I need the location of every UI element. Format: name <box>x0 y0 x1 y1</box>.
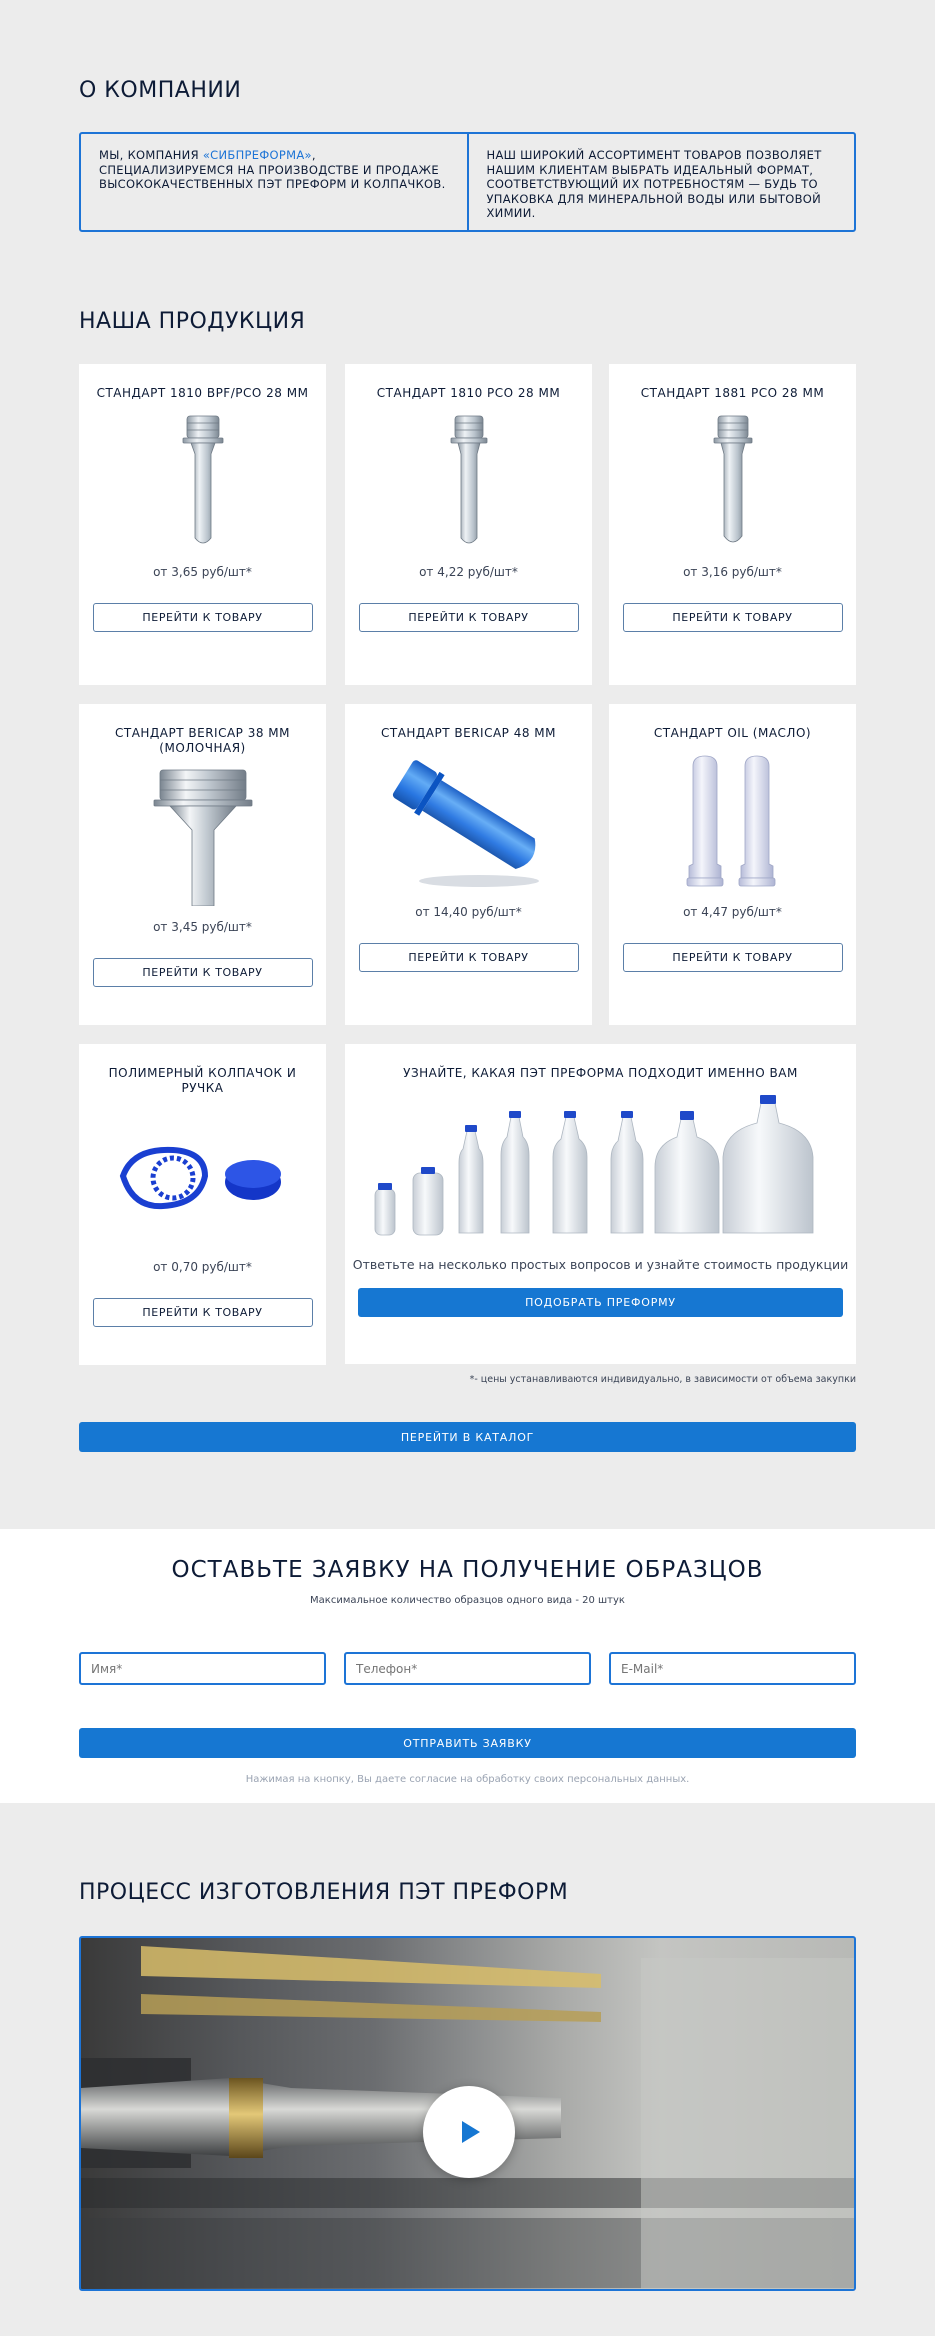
product-price: от 4,47 руб/шт* <box>683 905 782 919</box>
product-card <box>79 1044 326 1365</box>
play-icon <box>454 2117 484 2147</box>
play-button[interactable] <box>423 2086 515 2178</box>
product-price: от 14,40 руб/шт* <box>415 905 522 919</box>
request-title: ОСТАВЬТЕ ЗАЯВКУ НА ПОЛУЧЕНИЕ ОБРАЗЦОВ <box>171 1557 764 1583</box>
about-text-right: НАШ ШИРОКИЙ АССОРТИМЕНТ ТОВАРОВ ПОЗВОЛЯЕТ НАШИМ КЛИЕНТАМ ВЫБРАТЬ ИДЕАЛЬНЫЙ ФОРМАТ, СООТВЕТСТВУЮЩИЙ ИХ ПОТРЕБНОСТЯМ — БУДЬ ТО УПАКОВКА ДЛЯ МИНЕРАЛЬНОЙ ВОДЫ ИЛИ БЫТОВОЙ ХИМИИ. <box>467 134 855 230</box>
preform-image <box>361 751 576 891</box>
preform-image <box>95 766 310 906</box>
product-title: СТАНДАРТ 1810 BPF/PCO 28 ММ <box>96 386 309 400</box>
phone-field[interactable] <box>344 1652 591 1685</box>
pick-preform-button[interactable]: ПОДОБРАТЬ ПРЕФОРМУ <box>358 1288 843 1317</box>
product-price: от 3,16 руб/шт* <box>683 565 782 579</box>
about-text-left <box>81 134 467 230</box>
products-title: НАША ПРОДУКЦИЯ <box>79 309 306 334</box>
name-field[interactable] <box>79 1652 326 1685</box>
quiz-text: Ответьте на несколько простых вопросов и узнайте стоимость продукции <box>352 1257 849 1272</box>
product-price: от 3,45 руб/шт* <box>153 920 252 934</box>
product-title: СТАНДАРТ OIL (МАСЛО) <box>653 726 812 740</box>
preform-image <box>625 411 840 551</box>
product-card <box>79 704 326 1025</box>
preform-image <box>361 411 576 551</box>
go-to-product-button[interactable]: ПЕРЕЙТИ К ТОВАРУ <box>359 943 579 972</box>
product-title: СТАНДАРТ 1810 PCO 28 ММ <box>376 386 561 400</box>
go-to-product-button[interactable]: ПЕРЕЙТИ К ТОВАРУ <box>93 603 313 632</box>
cap-handle-image <box>95 1106 310 1246</box>
quiz-card <box>345 1044 856 1364</box>
request-subtitle: Максимальное количество образцов одного вида - 20 штук <box>310 1595 625 1606</box>
product-card <box>79 364 326 685</box>
go-to-product-button[interactable]: ПЕРЕЙТИ К ТОВАРУ <box>623 943 843 972</box>
submit-request-button[interactable]: ОТПРАВИТЬ ЗАЯВКУ <box>79 1728 856 1758</box>
go-to-product-button[interactable]: ПЕРЕЙТИ К ТОВАРУ <box>93 1298 313 1327</box>
brand-name: «СИБПРЕФОРМА» <box>202 148 312 162</box>
product-title: СТАНДАРТ 1881 PCO 28 ММ <box>640 386 825 400</box>
product-price: от 3,65 руб/шт* <box>153 565 252 579</box>
product-price: от 0,70 руб/шт* <box>153 1260 252 1274</box>
go-to-product-button[interactable]: ПЕРЕЙТИ К ТОВАРУ <box>93 958 313 987</box>
process-video[interactable] <box>79 1936 856 2291</box>
about-title: О КОМПАНИИ <box>79 78 242 103</box>
email-field[interactable] <box>609 1652 856 1685</box>
catalog-button[interactable]: ПЕРЕЙТИ В КАТАЛОГ <box>79 1422 856 1452</box>
product-title: СТАНДАРТ BERICAP 38 ММ (МОЛОЧНАЯ) <box>114 726 291 755</box>
about-suffix: , СПЕЦИАЛИЗИРУЕМСЯ НА ПРОИЗВОДСТВЕ И ПРОДАЖЕ ВЫСОКОКАЧЕСТВЕННЫХ ПЭТ ПРЕФОРМ И КОЛПАЧКОВ. <box>99 148 446 191</box>
preform-image <box>95 411 310 551</box>
about-prefix: МЫ, КОМПАНИЯ <box>99 148 203 162</box>
price-note: *- цены устанавливаются индивидуально, в зависимости от объема закупки <box>469 1374 856 1385</box>
product-title: СТАНДАРТ BERICAP 48 ММ <box>380 726 557 740</box>
consent-text: Нажимая на кнопку, Вы даете согласие на обработку своих персональных данных. <box>245 1774 690 1785</box>
product-card <box>609 364 856 685</box>
product-price: от 4,22 руб/шт* <box>419 565 518 579</box>
product-card <box>609 704 856 1025</box>
preform-image <box>625 751 840 891</box>
product-card <box>345 364 592 685</box>
process-title: ПРОЦЕСС ИЗГОТОВЛЕНИЯ ПЭТ ПРЕФОРМ <box>79 1880 569 1905</box>
bottles-image <box>361 1093 841 1243</box>
product-title: ПОЛИМЕРНЫЙ КОЛПАЧОК И РУЧКА <box>108 1066 297 1095</box>
quiz-title: УЗНАЙТЕ, КАКАЯ ПЭТ ПРЕФОРМА ПОДХОДИТ ИМЕННО ВАМ <box>403 1066 798 1080</box>
product-card <box>345 704 592 1025</box>
about-box <box>79 132 856 232</box>
sample-request-section <box>0 1529 935 1803</box>
go-to-product-button[interactable]: ПЕРЕЙТИ К ТОВАРУ <box>359 603 579 632</box>
go-to-product-button[interactable]: ПЕРЕЙТИ К ТОВАРУ <box>623 603 843 632</box>
